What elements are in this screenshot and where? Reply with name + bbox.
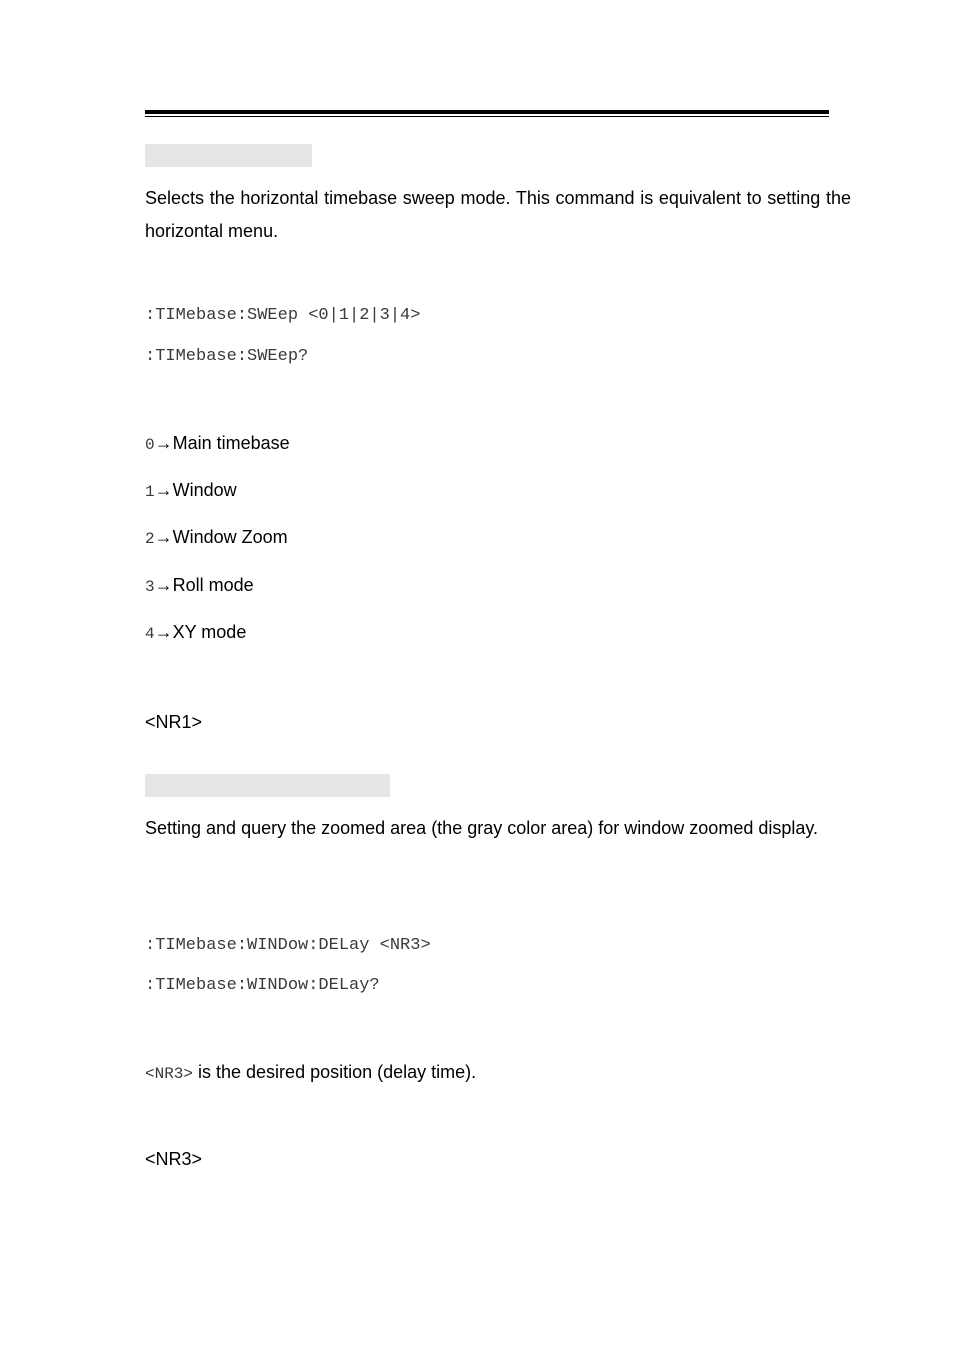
section1-return-format: <NR1> — [145, 712, 203, 732]
arrow-icon: → — [154, 527, 173, 547]
section1-syntax-query: :TIMebase:SWEep? — [145, 347, 309, 366]
param-code: <NR3> — [145, 1065, 194, 1083]
header-rule-thick — [145, 110, 829, 114]
param-label: XY mode — [172, 622, 247, 642]
arrow-icon: → — [154, 622, 173, 642]
section1-heading-box — [145, 144, 312, 167]
param-code: 1 — [145, 483, 155, 501]
section2-parameter — [145, 1061, 476, 1085]
param-label: Roll mode — [172, 575, 254, 595]
section2-heading-box — [145, 774, 390, 797]
arrow-icon: → — [154, 575, 173, 595]
param-code: 0 — [145, 436, 155, 454]
section1-description: Selects the horizontal timebase sweep mode. This command is equivalent to setting the horizontal menu. — [145, 188, 851, 241]
section2-syntax-set: :TIMebase:WINDow:DELay <NR3> — [145, 936, 431, 955]
param-item — [145, 432, 290, 456]
section2-description: Setting and query the zoomed area (the gray color area) for window zoomed display. — [145, 818, 819, 838]
param-item — [145, 479, 237, 503]
param-label: Window — [172, 480, 237, 500]
param-item — [145, 526, 288, 550]
param-code: 4 — [145, 625, 155, 643]
header-rule-thin — [145, 116, 829, 117]
param-code: 3 — [145, 578, 155, 596]
param-item — [145, 621, 246, 645]
param-item — [145, 574, 254, 598]
section1-syntax-set: :TIMebase:SWEep <0|1|2|3|4> — [145, 306, 421, 325]
arrow-icon: → — [154, 433, 173, 453]
param-label: Main timebase — [172, 433, 290, 453]
section2-syntax-query: :TIMebase:WINDow:DELay? — [145, 976, 380, 995]
arrow-icon: → — [154, 480, 173, 500]
param-code: 2 — [145, 530, 155, 548]
section2-return-format: <NR3> — [145, 1149, 203, 1169]
param-label: Window Zoom — [172, 527, 288, 547]
param-text: is the desired position (delay time). — [193, 1062, 477, 1082]
